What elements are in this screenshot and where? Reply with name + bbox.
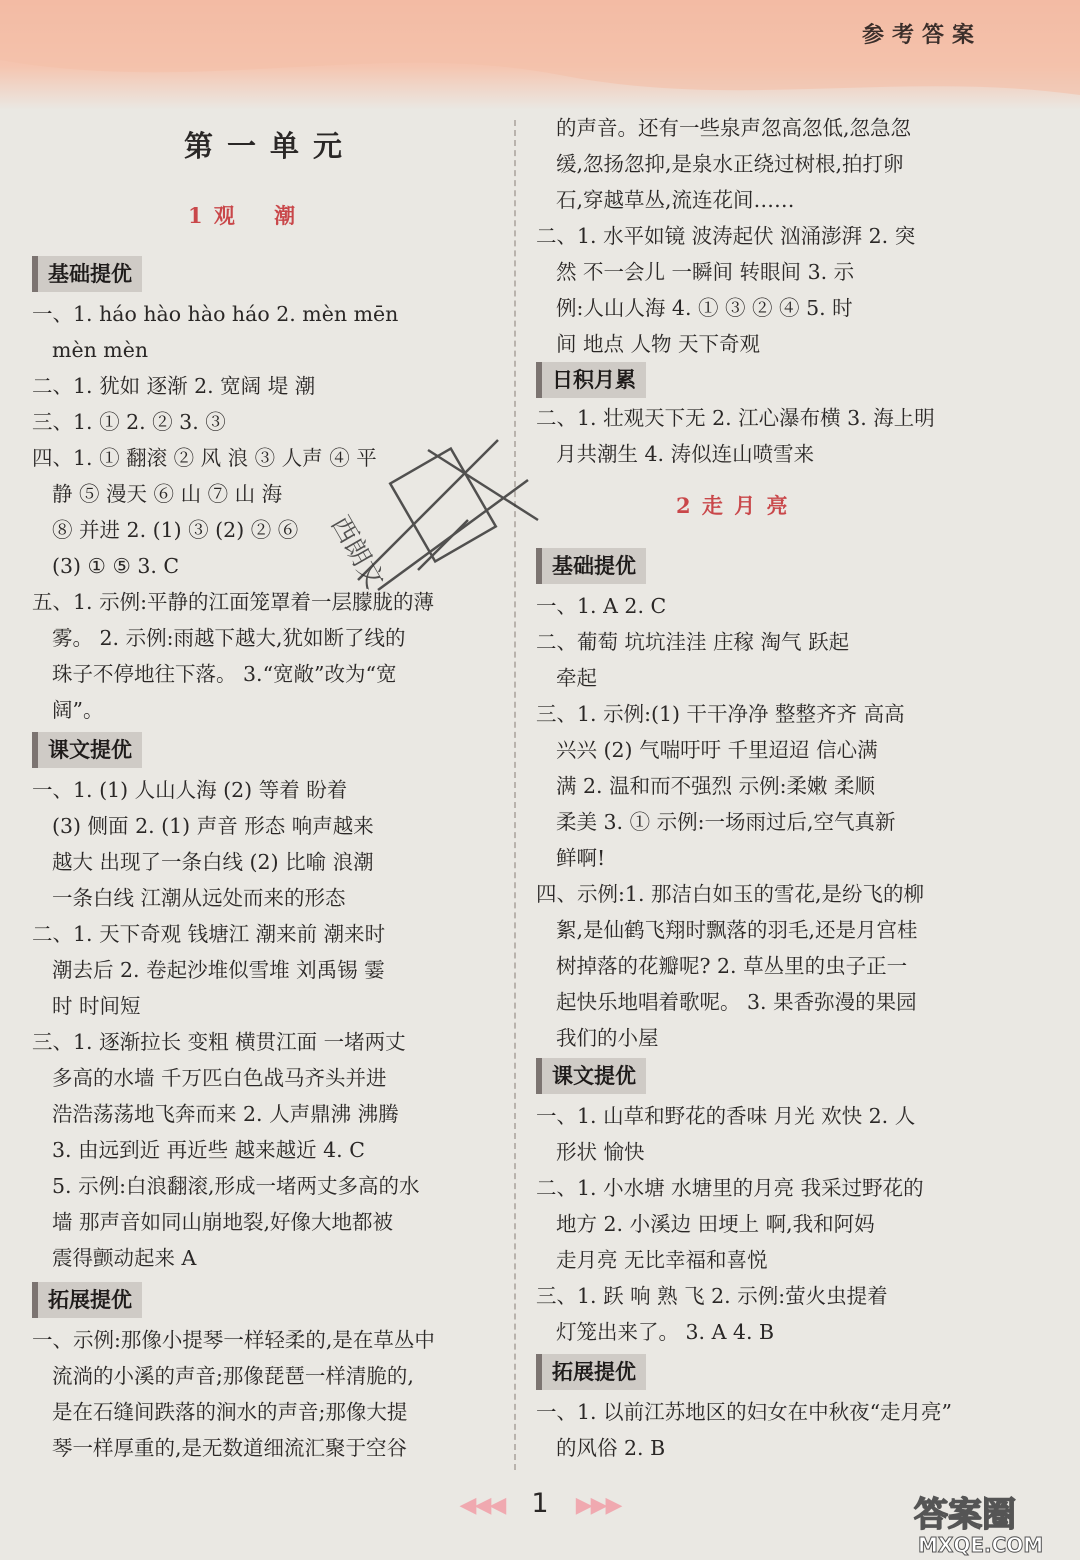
section-header-tuozhan-2: 拓展提优 (536, 1354, 646, 1390)
answer-line: 二、1. 壮观天下无 2. 江心瀑布横 3. 海上明 (536, 406, 935, 430)
answer-line: (3) ① ⑤ 3. C (52, 554, 180, 578)
answer-line: 一、1. (1) 人山人海 (2) 等着 盼着 (32, 778, 348, 802)
answer-line: 三、1. 示例:(1) 干干净净 整整齐齐 高高 (536, 702, 905, 726)
answer-line: 静 ⑤ 漫天 ⑥ 山 ⑦ 山 海 (52, 482, 283, 506)
next-arrows-icon: ▶▶▶ (575, 1493, 621, 1518)
column-divider (514, 120, 516, 1470)
answer-line: 一条白线 江潮从远处而来的形态 (52, 886, 346, 910)
answer-line: 四、1. ① 翻滚 ② 风 浪 ③ 人声 ④ 平 (32, 446, 377, 470)
answer-line: 的声音。还有一些泉声忽高忽低,忽急忽 (556, 116, 912, 140)
answer-line: 珠子不停地往下落。 3.“宽敞”改为“宽 (52, 662, 397, 686)
answer-line: 二、1. 水平如镜 波涛起伏 汹涌澎湃 2. 突 (536, 224, 916, 248)
answer-line: 三、1. 跃 响 熟 飞 2. 示例:萤火虫提着 (536, 1284, 888, 1308)
answer-line: 地方 2. 小溪边 田埂上 啊,我和阿妈 (556, 1212, 875, 1236)
answer-line: 一、1. háo hào hào háo 2. mèn mēn (32, 302, 399, 326)
answer-line: 月共潮生 4. 涛似连山喷雪来 (556, 442, 815, 466)
answer-line: 石,穿越草丛,流连花间…… (556, 188, 795, 212)
answer-line: 潮去后 2. 卷起沙堆似雪堆 刘禹锡 霎 (52, 958, 385, 982)
answer-line: 我们的小屋 (556, 1026, 659, 1050)
answer-line: 的风俗 2. B (556, 1436, 666, 1460)
answer-line: 二、1. 天下奇观 钱塘江 潮来前 潮来时 (32, 922, 386, 946)
answer-line: 三、1. 逐渐拉长 变粗 横贯江面 一堵两丈 (32, 1030, 406, 1054)
answer-line: 是在石缝间跌落的涧水的声音;那像大提 (52, 1400, 408, 1424)
answer-line: 一、1. A 2. C (536, 594, 667, 618)
prev-arrows-icon: ◀◀◀ (459, 1493, 505, 1518)
answer-line: 例:人山人海 4. ① ③ ② ④ 5. 时 (556, 296, 853, 320)
answer-line: 时 时间短 (52, 994, 141, 1018)
answer-line: 二、1. 犹如 逐渐 2. 宽阔 堤 潮 (32, 374, 316, 398)
lesson-2-title: 2 走 月 亮 (676, 493, 790, 518)
answer-line: 浩浩荡荡地飞奔而来 2. 人声鼎沸 沸腾 (52, 1102, 399, 1126)
answer-line: 阔”。 (52, 698, 104, 722)
answer-line: 震得颤动起来 A (52, 1246, 197, 1270)
answer-line: 一、1. 山草和野花的香味 月光 欢快 2. 人 (536, 1104, 916, 1128)
answer-line: 二、葡萄 坑坑洼洼 庄稼 淘气 跃起 (536, 630, 850, 654)
answer-line: 柔美 3. ① 示例:一场雨过后,空气真新 (556, 810, 896, 834)
answer-line: 四、示例:1. 那洁白如玉的雪花,是纷飞的柳 (536, 882, 924, 906)
answer-line: 二、1. 小水塘 水塘里的月亮 我采过野花的 (536, 1176, 924, 1200)
answer-line: 多高的水墙 千万匹白色战马齐头并进 (52, 1066, 387, 1090)
section-header-kewen: 课文提优 (32, 732, 142, 768)
answer-line: 流淌的小溪的声音;那像琵琶一样清脆的, (52, 1364, 414, 1388)
answer-line: 越大 出现了一条白线 (2) 比喻 浪潮 (52, 850, 374, 874)
lesson-1-title: 1 观 潮 (188, 203, 298, 228)
answer-line: 墙 那声音如同山崩地裂,好像大地都被 (52, 1210, 394, 1234)
section-header-jichu: 基础提优 (32, 256, 142, 292)
answer-line: 缓,忽扬忽抑,是泉水正绕过树根,拍打卵 (556, 152, 904, 176)
answer-line: 然 不一会儿 一瞬间 转眼间 3. 示 (556, 260, 855, 284)
answer-line: (3) 侧面 2. (1) 声音 形态 响声越来 (52, 814, 374, 838)
answer-line: 兴兴 (2) 气喘吁吁 千里迢迢 信心满 (556, 738, 878, 762)
answer-line: 五、1. 示例:平静的江面笼罩着一层朦胧的薄 (32, 590, 434, 614)
section-header-tuozhan: 拓展提优 (32, 1282, 142, 1318)
answer-line: 灯笼出来了。 3. A 4. B (556, 1320, 775, 1344)
answer-line: 一、示例:那像小提琴一样轻柔的,是在草丛中 (32, 1328, 435, 1352)
answer-line: 起快乐地唱着歌呢。 3. 果香弥漫的果园 (556, 990, 917, 1014)
svg-text:西朗文: 西朗文 (324, 511, 390, 594)
answer-line: 絮,是仙鹤飞翔时飘落的羽毛,还是月宫桂 (556, 918, 918, 942)
answer-line: 3. 由远到近 再近些 越来越近 4. C (52, 1138, 365, 1162)
page-header-title: 参考答案 (861, 23, 982, 48)
answer-line: 间 地点 人物 天下奇观 (556, 332, 761, 356)
answer-line: 树掉落的花瓣呢? 2. 草丛里的虫子正一 (556, 954, 908, 978)
answer-line: 一、1. 以前江苏地区的妇女在中秋夜“走月亮” (536, 1400, 953, 1424)
watermark-logo (908, 1486, 1078, 1558)
answer-line: ⑧ 并进 2. (1) ③ (2) ② ⑥ (52, 518, 299, 542)
svg-text:答案圈: 答案圈 (914, 1495, 1016, 1535)
svg-text:MXQE.COM: MXQE.COM (918, 1533, 1044, 1557)
answer-line: 满 2. 温和而不强烈 示例:柔嫩 柔顺 (556, 774, 876, 798)
answer-line: 牵起 (556, 666, 597, 690)
answer-line: 雾。 2. 示例:雨越下越大,犹如断了线的 (52, 626, 406, 650)
answer-line: 三、1. ① 2. ② 3. ③ (32, 410, 226, 434)
section-header-jichu-2: 基础提优 (536, 548, 646, 584)
answer-line: 鲜啊! (556, 846, 606, 870)
answer-line: 走月亮 无比幸福和喜悦 (556, 1248, 768, 1272)
answer-line: 琴一样厚重的,是无数道细流汇聚于空谷 (52, 1436, 408, 1460)
section-header-kewen-2: 课文提优 (536, 1058, 646, 1094)
ink-stamp-image (318, 420, 548, 600)
section-header-riji: 日积月累 (536, 362, 646, 398)
answer-line: mèn mèn (52, 338, 149, 362)
unit-title: 第一单元 (184, 129, 357, 163)
page-number: 1 (531, 1488, 549, 1519)
answer-line: 5. 示例:白浪翻滚,形成一堵两丈多高的水 (52, 1174, 420, 1198)
answer-line: 形状 愉快 (556, 1140, 645, 1164)
